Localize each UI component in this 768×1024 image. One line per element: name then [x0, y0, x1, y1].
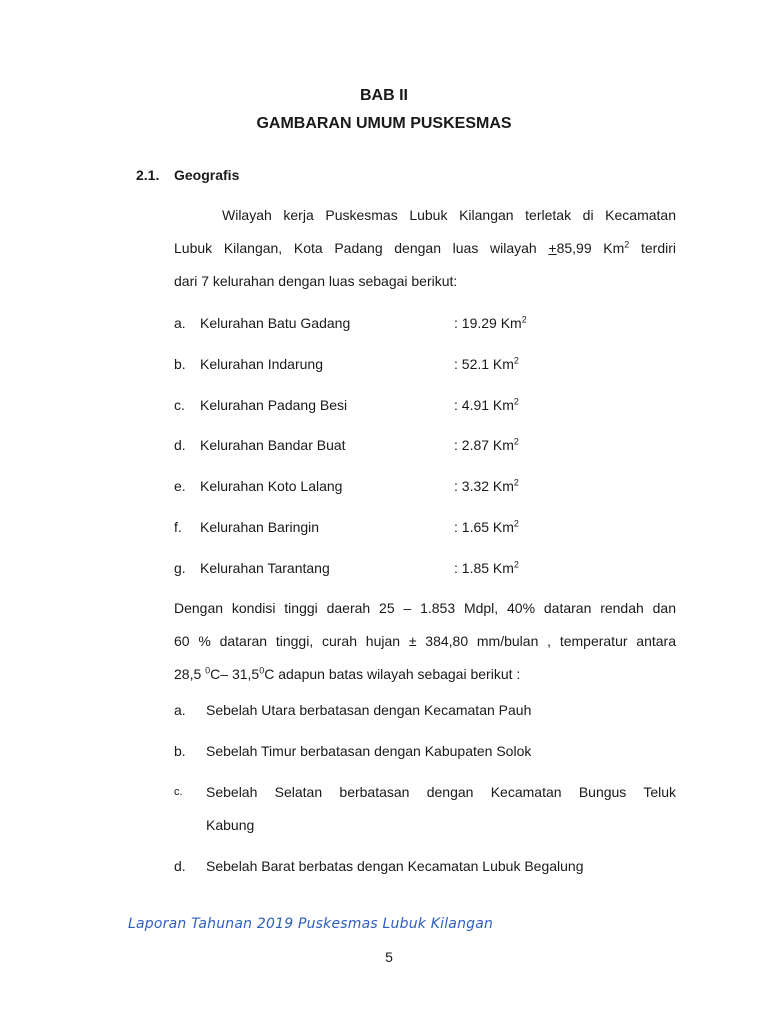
batas-text-continued: Kabung [206, 817, 255, 833]
chapter-heading: BAB II [360, 87, 408, 104]
kelurahan-letter: b. [174, 355, 186, 372]
kelurahan-letter: a. [174, 315, 186, 331]
superscript: 2 [513, 518, 519, 529]
area-value: 85,99 Km [556, 240, 625, 256]
kelurahan-area: : 52.1 Km [454, 355, 514, 372]
kelurahan-row [174, 437, 519, 457]
paragraph-line: dari 7 kelurahan dengan luas sebagai berikut: [174, 273, 458, 289]
kelurahan-letter: f. [174, 519, 182, 535]
kelurahan-area: : 3.32 Km [454, 478, 514, 495]
section-number: 2.1. [136, 167, 160, 183]
kelurahan-row [174, 560, 519, 580]
superscript: 0 [259, 665, 265, 676]
paragraph-text: Lubuk Kilangan, Kota Padang dengan luas wilayah [174, 240, 549, 256]
chapter-title: GAMBARAN UMUM PUSKESMAS [256, 115, 512, 132]
kelurahan-row [174, 397, 519, 417]
batas-text: Sebelah Barat berbatas dengan Kecamatan Lubuk Begalung [206, 858, 584, 874]
kelurahan-area: : 2.87 Km [454, 437, 514, 454]
paragraph-line [174, 232, 676, 265]
kelurahan-name: Kelurahan Koto Lalang [200, 478, 343, 495]
paragraph-kondisi [174, 592, 676, 691]
paragraph-geografis [174, 199, 676, 298]
kelurahan-area: : 1.85 Km [454, 559, 514, 576]
superscript: 2 [513, 559, 519, 570]
kelurahan-area: : 1.65 Km [454, 519, 514, 535]
kelurahan-name: Kelurahan Tarantang [200, 559, 330, 576]
batas-item [174, 702, 676, 727]
paragraph-text: 28,5 [174, 666, 206, 682]
paragraph-line: 60 % dataran tinggi, curah hujan ± 384,80 mm/bulan , temperatur antara [174, 633, 676, 649]
kelurahan-name: Kelurahan Batu Gadang [200, 315, 351, 331]
kelurahan-name: Kelurahan Bandar Buat [200, 437, 346, 454]
report-footer: Laporan Tahunan 2019 Puskesmas Lubuk Kilangan [128, 916, 494, 932]
superscript: 2 [513, 477, 519, 488]
batas-letter: c. [174, 786, 183, 798]
section-heading [136, 167, 239, 183]
section-title: Geografis [174, 167, 240, 183]
kelurahan-area: : 19.29 Km [454, 315, 522, 331]
superscript: 2 [521, 314, 527, 325]
kelurahan-row [174, 315, 527, 335]
batas-letter: d. [174, 858, 186, 874]
paragraph-line [174, 199, 676, 232]
superscript: 2 [513, 436, 519, 447]
kelurahan-letter: g. [174, 559, 186, 576]
batas-text: Sebelah Utara berbatasan dengan Kecamatan Pauh [206, 702, 532, 718]
kelurahan-letter: d. [174, 437, 186, 454]
paragraph-line: Dengan kondisi tinggi daerah 25 – 1.853 Mdpl, 40% dataran rendah dan [174, 600, 676, 616]
batas-letter: a. [174, 702, 186, 718]
batas-item [174, 743, 676, 768]
superscript: 0 [205, 665, 211, 676]
batas-item [174, 784, 676, 842]
kelurahan-row [174, 519, 519, 539]
paragraph-text: C– 31,5 [210, 666, 260, 682]
plus-minus-sign: + [548, 240, 557, 256]
kelurahan-name: Kelurahan Baringin [200, 519, 320, 535]
paragraph-text: C adapun batas wilayah sebagai berikut : [264, 666, 521, 682]
kelurahan-name: Kelurahan Indarung [200, 355, 323, 372]
batas-text: Sebelah Selatan berbatasan dengan Kecamatan Bungus Teluk [206, 784, 676, 800]
kelurahan-row [174, 478, 519, 498]
kelurahan-row [174, 356, 519, 376]
superscript: 2 [513, 355, 519, 366]
paragraph-text: Wilayah kerja Puskesmas Lubuk Kilangan terletak di Kecamatan [222, 207, 676, 223]
kelurahan-area: : 4.91 Km [454, 396, 514, 413]
batas-item [174, 858, 676, 883]
batas-text: Sebelah Timur berbatasan dengan Kabupaten Solok [206, 743, 532, 759]
paragraph-text: terdiri [629, 240, 676, 256]
page-number: 5 [385, 949, 393, 965]
superscript: 2 [513, 395, 519, 406]
kelurahan-letter: e. [174, 478, 186, 495]
superscript: 2 [624, 239, 630, 250]
kelurahan-letter: c. [174, 396, 185, 413]
paragraph-line [174, 658, 676, 691]
batas-letter: b. [174, 743, 186, 759]
kelurahan-name: Kelurahan Padang Besi [200, 396, 348, 413]
